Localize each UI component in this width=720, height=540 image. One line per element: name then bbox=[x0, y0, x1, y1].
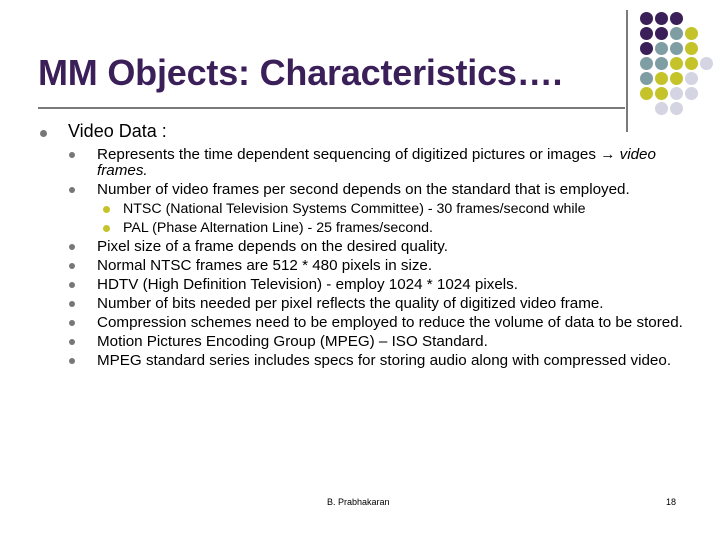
bullet-list bbox=[97, 147, 687, 372]
list-item bbox=[97, 239, 687, 255]
dot bbox=[670, 12, 683, 25]
bullet-icon bbox=[69, 301, 75, 307]
dot bbox=[655, 72, 668, 85]
footer-author: B. Prabhakaran bbox=[327, 497, 390, 507]
dot bbox=[640, 27, 653, 40]
item-text: Number of bits needed per pixel reflects the quality of digitized video frame. bbox=[97, 295, 604, 312]
item-text: MPEG standard series includes specs for storing audio along with compressed video. bbox=[97, 352, 672, 369]
dot bbox=[670, 27, 683, 40]
dot bbox=[655, 87, 668, 100]
dot bbox=[655, 102, 668, 115]
dot bbox=[640, 87, 653, 100]
item-text: Compression schemes need to be employed to reduce the volume of data to be stored. bbox=[97, 314, 683, 331]
dot bbox=[670, 102, 683, 115]
dot bbox=[700, 57, 713, 70]
item-text: Motion Pictures Encoding Group (MPEG) – ISO Standard. bbox=[97, 333, 488, 350]
dot bbox=[685, 72, 698, 85]
dot bbox=[640, 57, 653, 70]
bullet-icon bbox=[69, 282, 75, 288]
sub-item-text: PAL (Phase Alternation Line) - 25 frames/second. bbox=[123, 220, 433, 236]
vertical-divider bbox=[626, 10, 628, 132]
bullet-icon bbox=[69, 152, 75, 158]
bullet-icon bbox=[69, 339, 75, 345]
right-arrow-icon: → bbox=[600, 146, 620, 163]
page-number: 18 bbox=[666, 497, 677, 507]
item-text: HDTV (High Definition Television) - employ 1024 * 1024 pixels. bbox=[97, 276, 518, 293]
dot bbox=[685, 42, 698, 55]
dot bbox=[640, 72, 653, 85]
bullet-icon bbox=[69, 244, 75, 250]
list-item bbox=[97, 258, 687, 274]
list-item bbox=[97, 334, 687, 350]
dot bbox=[670, 87, 683, 100]
dot bbox=[655, 27, 668, 40]
bullet-icon bbox=[69, 358, 75, 364]
dot bbox=[655, 42, 668, 55]
item-italic-text: video frames. bbox=[97, 146, 656, 179]
list-item bbox=[97, 315, 687, 331]
dot bbox=[655, 57, 668, 70]
item-text: Pixel size of a frame depends on the desired quality. bbox=[97, 238, 448, 255]
dot bbox=[640, 12, 653, 25]
dot bbox=[685, 87, 698, 100]
main-bullet-text: Video Data : bbox=[68, 121, 167, 141]
dot bbox=[670, 42, 683, 55]
sub-item-text: NTSC (National Television Systems Committee) - 30 frames/second while bbox=[123, 201, 586, 217]
list-item bbox=[97, 353, 687, 369]
item-text: Represents the time dependent sequencing of digitized pictures or images bbox=[97, 146, 601, 163]
sub-list-item bbox=[123, 201, 687, 218]
dot bbox=[670, 72, 683, 85]
bullet-icon bbox=[69, 263, 75, 269]
list-item bbox=[97, 182, 687, 198]
bullet-icon bbox=[69, 320, 75, 326]
bullet-icon bbox=[103, 206, 110, 213]
list-item bbox=[97, 296, 687, 312]
item-text: Number of video frames per second depends on the standard that is employed. bbox=[97, 181, 630, 198]
dot bbox=[640, 42, 653, 55]
list-item bbox=[97, 277, 687, 293]
list-item bbox=[97, 147, 687, 179]
slide-title: MM Objects: Characteristics…. bbox=[38, 52, 563, 93]
bullet-icon bbox=[103, 225, 110, 232]
dot bbox=[655, 12, 668, 25]
bullet-icon bbox=[40, 130, 47, 137]
sub-list-item bbox=[123, 220, 687, 237]
item-text: Normal NTSC frames are 512 * 480 pixels in size. bbox=[97, 257, 433, 274]
dot bbox=[685, 57, 698, 70]
bullet-icon bbox=[69, 187, 75, 193]
dot bbox=[685, 27, 698, 40]
dot bbox=[670, 57, 683, 70]
title-underline bbox=[38, 107, 625, 109]
